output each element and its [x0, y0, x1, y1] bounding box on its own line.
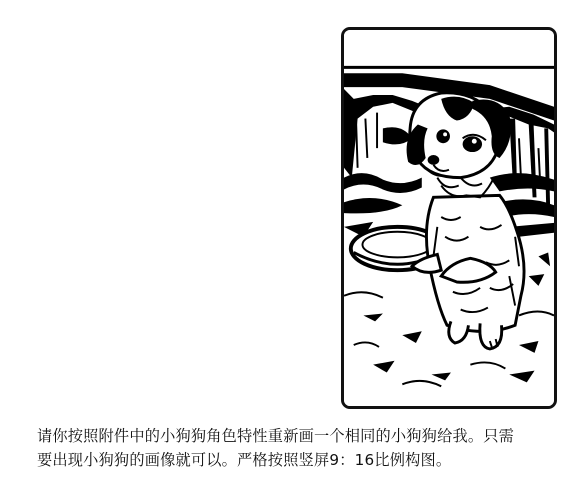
prompt-message	[37, 424, 552, 472]
prompt-line-2: 要出现小狗狗的画像就可以。严格按照竖屏9：16比例构图。	[37, 451, 452, 469]
attachment-image-card[interactable]	[341, 27, 557, 409]
prompt-line-1: 请你按照附件中的小狗狗角色特性重新画一个相同的小狗狗给我。只需	[37, 427, 515, 445]
puppy-sketch-image	[344, 30, 554, 406]
